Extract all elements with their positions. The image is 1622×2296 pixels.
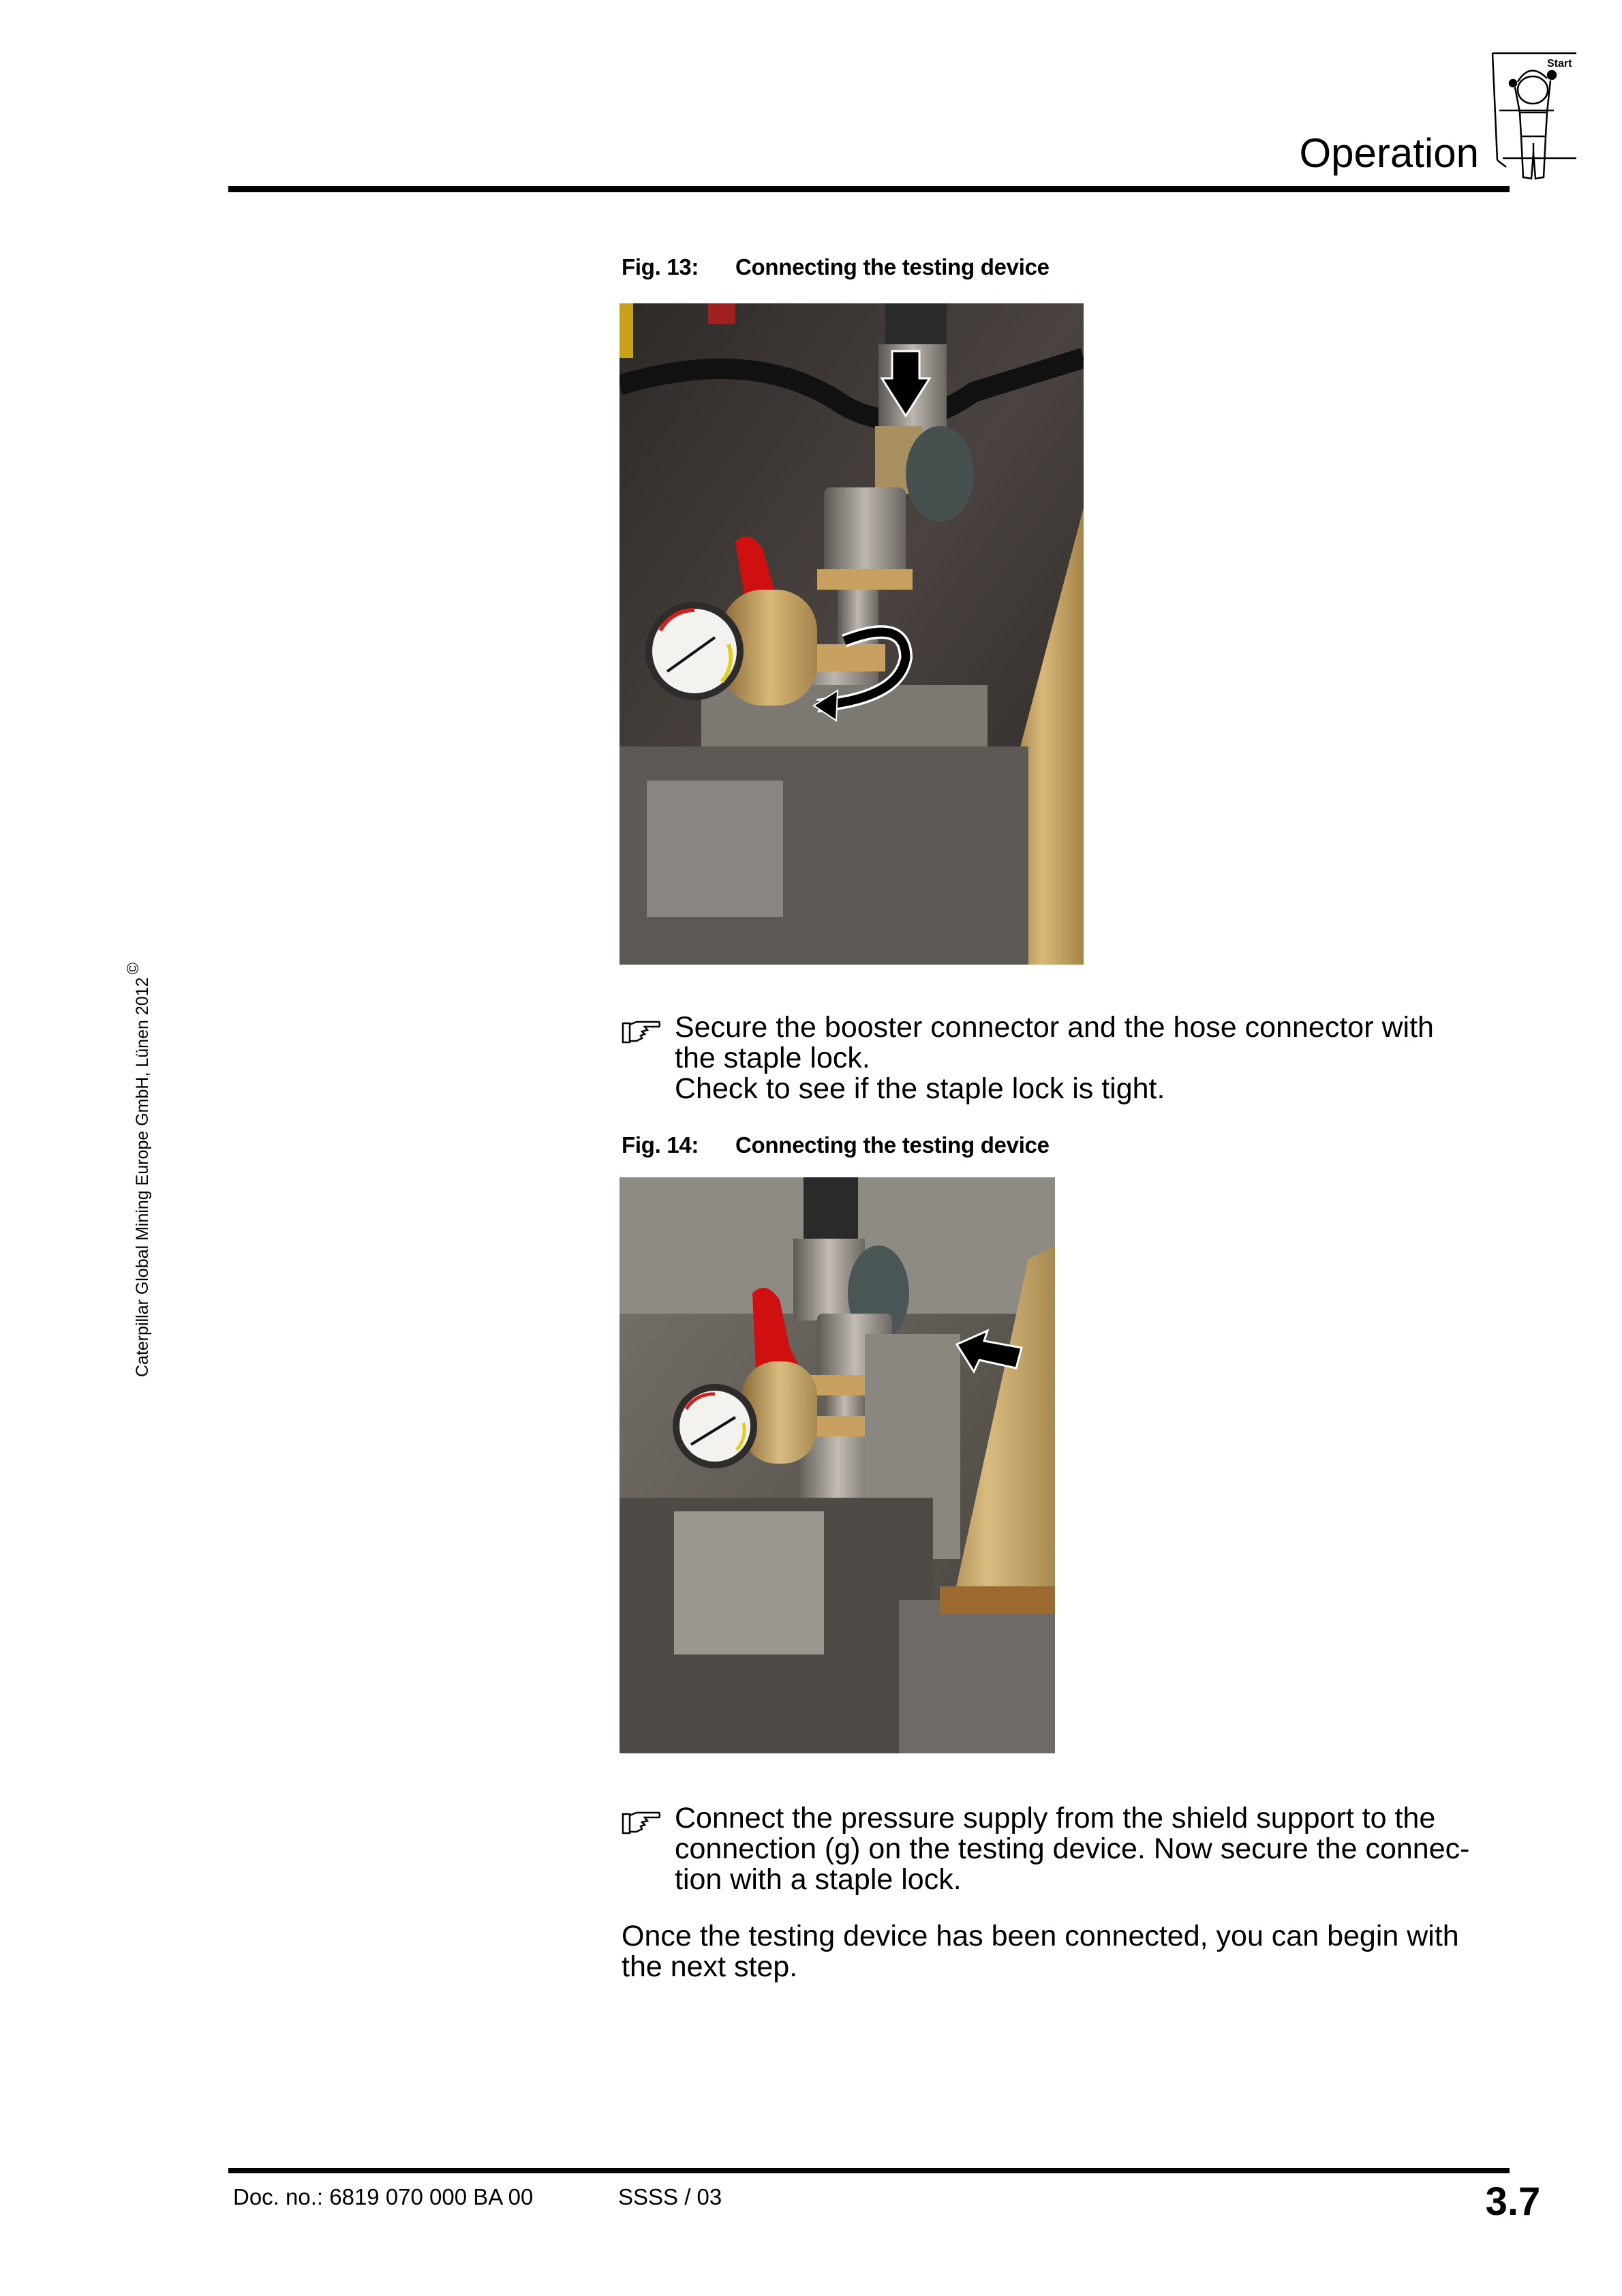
section-title: Operation [1299, 130, 1479, 176]
header-rule [228, 186, 1510, 192]
pointing-hand-icon [622, 1016, 661, 1044]
instruction-step-2 [622, 1803, 1508, 1895]
copyright-symbol: © [124, 962, 142, 975]
closing-paragraph [622, 1921, 1508, 1982]
figure-13-caption [622, 254, 1050, 281]
paragraph-line: Once the testing device has been connected, you can begin with [622, 1920, 1459, 1952]
instruction-line: Connect the pressure supply from the shield support to the [675, 1802, 1436, 1834]
figure-caption-text: Connecting the testing device [735, 1132, 1050, 1158]
instruction-line: the staple lock. [675, 1042, 870, 1074]
pointing-hand-icon [622, 1807, 661, 1834]
instruction-line: Secure the booster connector and the hose connector with [675, 1011, 1434, 1044]
operator-pressing-start-button-icon [1489, 48, 1578, 184]
figure-number: Fig. 13: [622, 254, 699, 280]
page-number: 3.7 [1485, 2179, 1541, 2224]
instruction-line: tion with a staple lock. [675, 1863, 962, 1896]
figure-14-caption [622, 1132, 1050, 1159]
footer-rule [228, 2168, 1510, 2173]
paragraph-line: the next step. [622, 1950, 798, 1983]
svg-text:Start: Start [1547, 58, 1572, 70]
figure-number: Fig. 14: [622, 1132, 699, 1158]
figure-13-photo [619, 303, 1084, 965]
copyright-text: Caterpillar Global Mining Europe GmbH, Lünen 2012 [133, 977, 152, 1377]
instruction-line: connection (g) on the testing device. Now secure the connec- [675, 1832, 1470, 1865]
document-number: Doc. no.: 6819 070 000 BA 00 [233, 2184, 534, 2209]
copyright-notice [124, 963, 153, 1377]
issue-code: SSSS / 03 [618, 2184, 722, 2209]
figure-caption-text: Connecting the testing device [735, 254, 1050, 280]
figure-14-photo [619, 1177, 1055, 1753]
instruction-step-1 [622, 1012, 1508, 1104]
instruction-line: Check to see if the staple lock is tight. [675, 1072, 1165, 1105]
